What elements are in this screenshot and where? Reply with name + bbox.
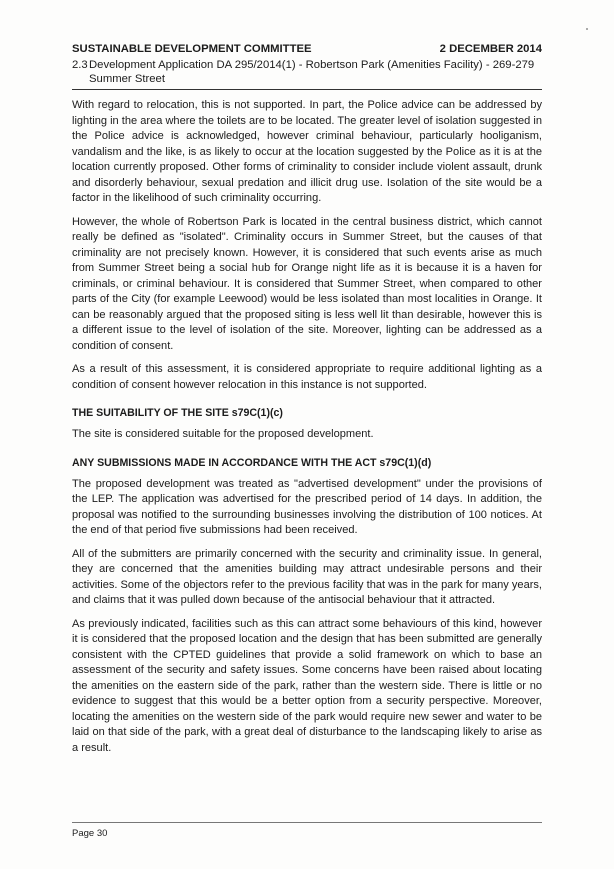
paragraph-submitters: All of the submitters are primarily concerned with the security and criminality issue. In general, they are concerned that the amenities building may attract undesirable persons and their activities. Some of the objectors refer to the previous facility that was in the park for many years, and claims that it was pulled down because of the antisocial behaviour that it attracted. bbox=[72, 547, 542, 606]
meeting-date: 2 DECEMBER 2014 bbox=[439, 43, 542, 55]
paragraph-advertised: The proposed development was treated as "advertised development" under the provisions of the LEP. The application was advertised for the prescribed period of 14 days. In addition, the proposal was notified to the surrounding businesses involving the distribution of 100 notices. At the end of that period five submissions had been received. bbox=[72, 477, 542, 536]
paragraph-conclusion: As a result of this assessment, it is considered appropriate to require additional lighting as a condition of consent however relocation in this instance is not supported. bbox=[72, 363, 542, 391]
committee-name: SUSTAINABLE DEVELOPMENT COMMITTEE bbox=[72, 43, 312, 55]
footer-rule bbox=[72, 822, 542, 823]
header-rule bbox=[72, 89, 542, 90]
page-number: Page 30 bbox=[72, 828, 108, 839]
heading-site-suitability: THE SUITABILITY OF THE SITE s79C(1)(c) bbox=[72, 407, 283, 419]
running-header bbox=[72, 42, 542, 56]
page-footer bbox=[72, 822, 542, 839]
item-title: Development Application DA 295/2014(1) - Robertson Park (Amenities Facility) - 269-279 Summer Street bbox=[89, 59, 535, 85]
scan-speck bbox=[586, 28, 588, 30]
item-heading bbox=[72, 58, 542, 86]
paragraph-cpted: As previously indicated, facilities such as this can attract some behaviours of this kind, however it is considered that the proposed location and the design that has been submitted are generally consistent with the CPTED guidelines that provide a solid framework on which to base an assessment of the security and safety issues. Some concerns have been raised about locating the amenities on the eastern side of the park, rather than the western side. There is little or no evidence to suggest that this would be a better option from a security perspective. Moreover, locating the amenities on the western side of the park would require new sewer and water to be laid on that side of the park, with a great deal of disturbance to the landscaping likely to arise as a result. bbox=[72, 617, 542, 754]
document-body bbox=[72, 98, 542, 756]
item-number: 2.3 bbox=[72, 59, 88, 71]
document-page bbox=[72, 42, 542, 764]
heading-submissions: ANY SUBMISSIONS MADE IN ACCORDANCE WITH THE ACT s79C(1)(d) bbox=[72, 456, 432, 469]
paragraph-isolation: However, the whole of Robertson Park is located in the central business district, which cannot really be defined as "isolated". Criminality occurs in Summer Street, but the causes of that criminality are not precisely known. However, it is considered that such events arise as much from Summer Street being a social hub for Orange night life as it is because it is a haven for criminals, or criminal behaviour. It is considered that Summer Street, when compared to other parts of the City (for example Leewood) would be less isolated than most localities in Orange. It can be reasonably argued that the proposed siting is less well lit than desirable, however this is a different issue to the level of isolation of the site. Moreover, lighting can be addressed as a condition of consent. bbox=[72, 215, 542, 352]
paragraph-relocation: With regard to relocation, this is not supported. In part, the Police advice can be addressed by lighting in the area where the toilets are to be located. The greater level of isolation suggested in the Police advice is acknowledged, however criminal behaviour, particularly hooliganism, vandalism and the like, is as likely to occur at the location suggested by the Police as it is at the location currently proposed. Other forms of criminality to consider include violent assault, drunk and disorderly behaviour, sexual predation and illicit drug use. Isolation of the site would be a factor in the likelihood of such criminality occurring. bbox=[72, 99, 542, 204]
paragraph-site-suitable: The site is considered suitable for the proposed development. bbox=[72, 428, 374, 440]
